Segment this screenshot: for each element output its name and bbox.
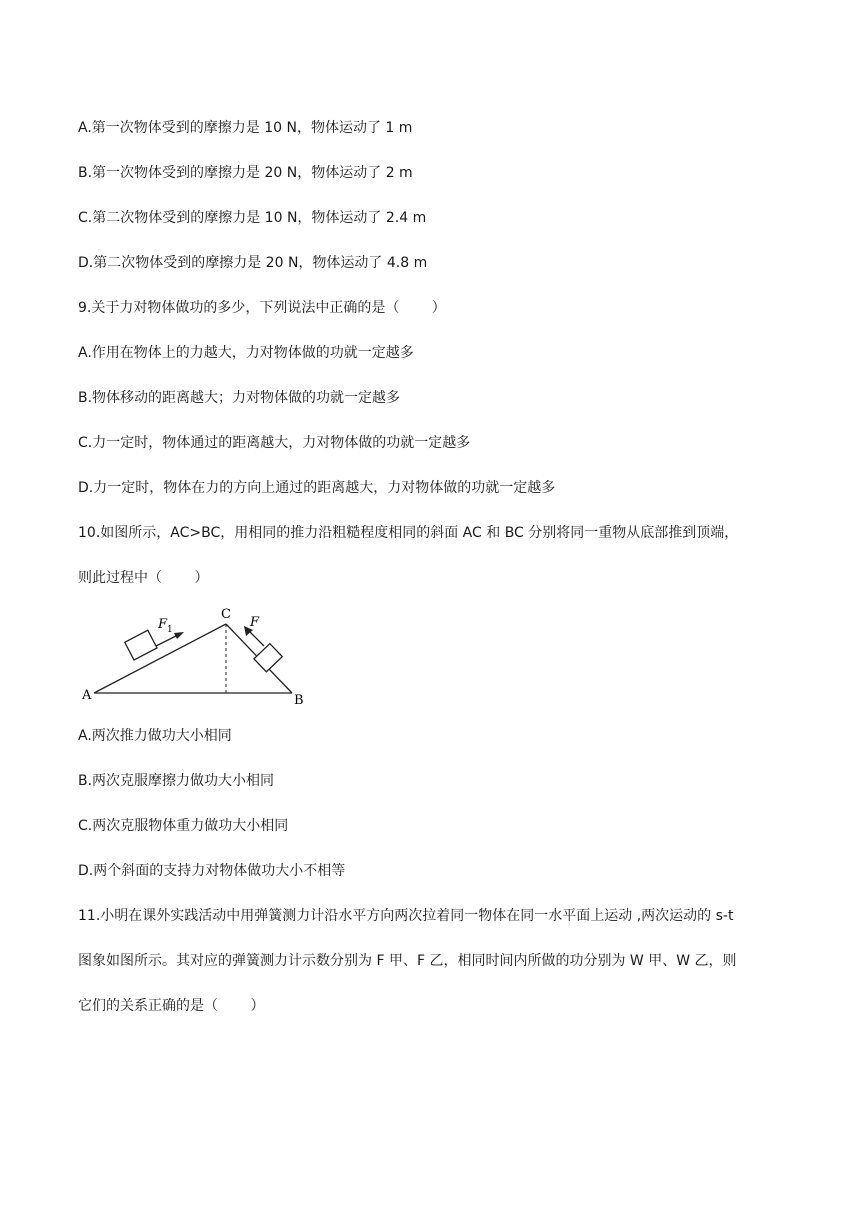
q11-stem-line3: 它们的关系正确的是（ ） <box>78 998 265 1014</box>
point-c-label: C <box>221 607 231 622</box>
q11-stem-line2: 图象如图所示。其对应的弹簧测力计示数分别为 F 甲、F 乙，相同时间内所做的功分别为 W 甲、W 乙，则 <box>78 953 737 969</box>
q10-option-d: D.两个斜面的支持力对物体做功大小不相等 <box>78 863 346 879</box>
f1-subscript: 1 <box>167 625 173 635</box>
q8-option-d: D.第二次物体受到的摩擦力是 20 N，物体运动了 4.8 m <box>78 255 428 271</box>
incline-figure <box>78 604 318 714</box>
q10-option-a: A.两次推力做功大小相同 <box>78 728 232 744</box>
f1-label: F <box>158 617 168 632</box>
block-on-bc <box>254 644 282 672</box>
incline-diagram <box>78 604 318 710</box>
q9-option-c: C.力一定时，物体通过的距离越大，力对物体做的功就一定越多 <box>78 435 471 451</box>
q9-stem: 9.关于力对物体做功的多少，下列说法中正确的是（ ） <box>78 300 446 316</box>
block-on-ac <box>125 630 157 660</box>
q10-stem-line1: 10.如图所示，AC>BC，用相同的推力沿粗糙程度相同的斜面 AC 和 BC 分别将同一重物从底部推到顶端， <box>78 525 739 541</box>
q8-option-c: C.第二次物体受到的摩擦力是 10 N，物体运动了 2.4 m <box>78 210 427 226</box>
q9-option-d: D.力一定时，物体在力的方向上通过的距离越大，力对物体做的功就一定越多 <box>78 480 556 496</box>
f-label: F <box>250 615 260 630</box>
f-arrow <box>249 631 264 646</box>
q10-stem-line2: 则此过程中（ ） <box>78 570 209 586</box>
q9-option-b: B.物体移动的距离越大；力对物体做的功就一定越多 <box>78 390 401 406</box>
f1-arrowhead <box>174 632 184 639</box>
q9-option-a: A.作用在物体上的力越大，力对物体做的功就一定越多 <box>78 345 414 361</box>
q8-option-a: A.第一次物体受到的摩擦力是 10 N，物体运动了 1 m <box>78 120 413 136</box>
q10-option-c: C.两次克服物体重力做功大小相同 <box>78 818 289 834</box>
slope-ac <box>94 624 226 693</box>
point-a-label: A <box>82 688 92 703</box>
point-b-label: B <box>294 693 304 708</box>
q8-option-b: B.第一次物体受到的摩擦力是 20 N，物体运动了 2 m <box>78 165 413 181</box>
q11-stem-line1: 11.小明在课外实践活动中用弹簧测力计沿水平方向两次拉着同一物体在同一水平面上运动 ,两次运动的 s-t <box>78 908 734 924</box>
q10-option-b: B.两次克服摩擦力做功大小相同 <box>78 773 275 789</box>
f1-arrow <box>156 635 178 646</box>
